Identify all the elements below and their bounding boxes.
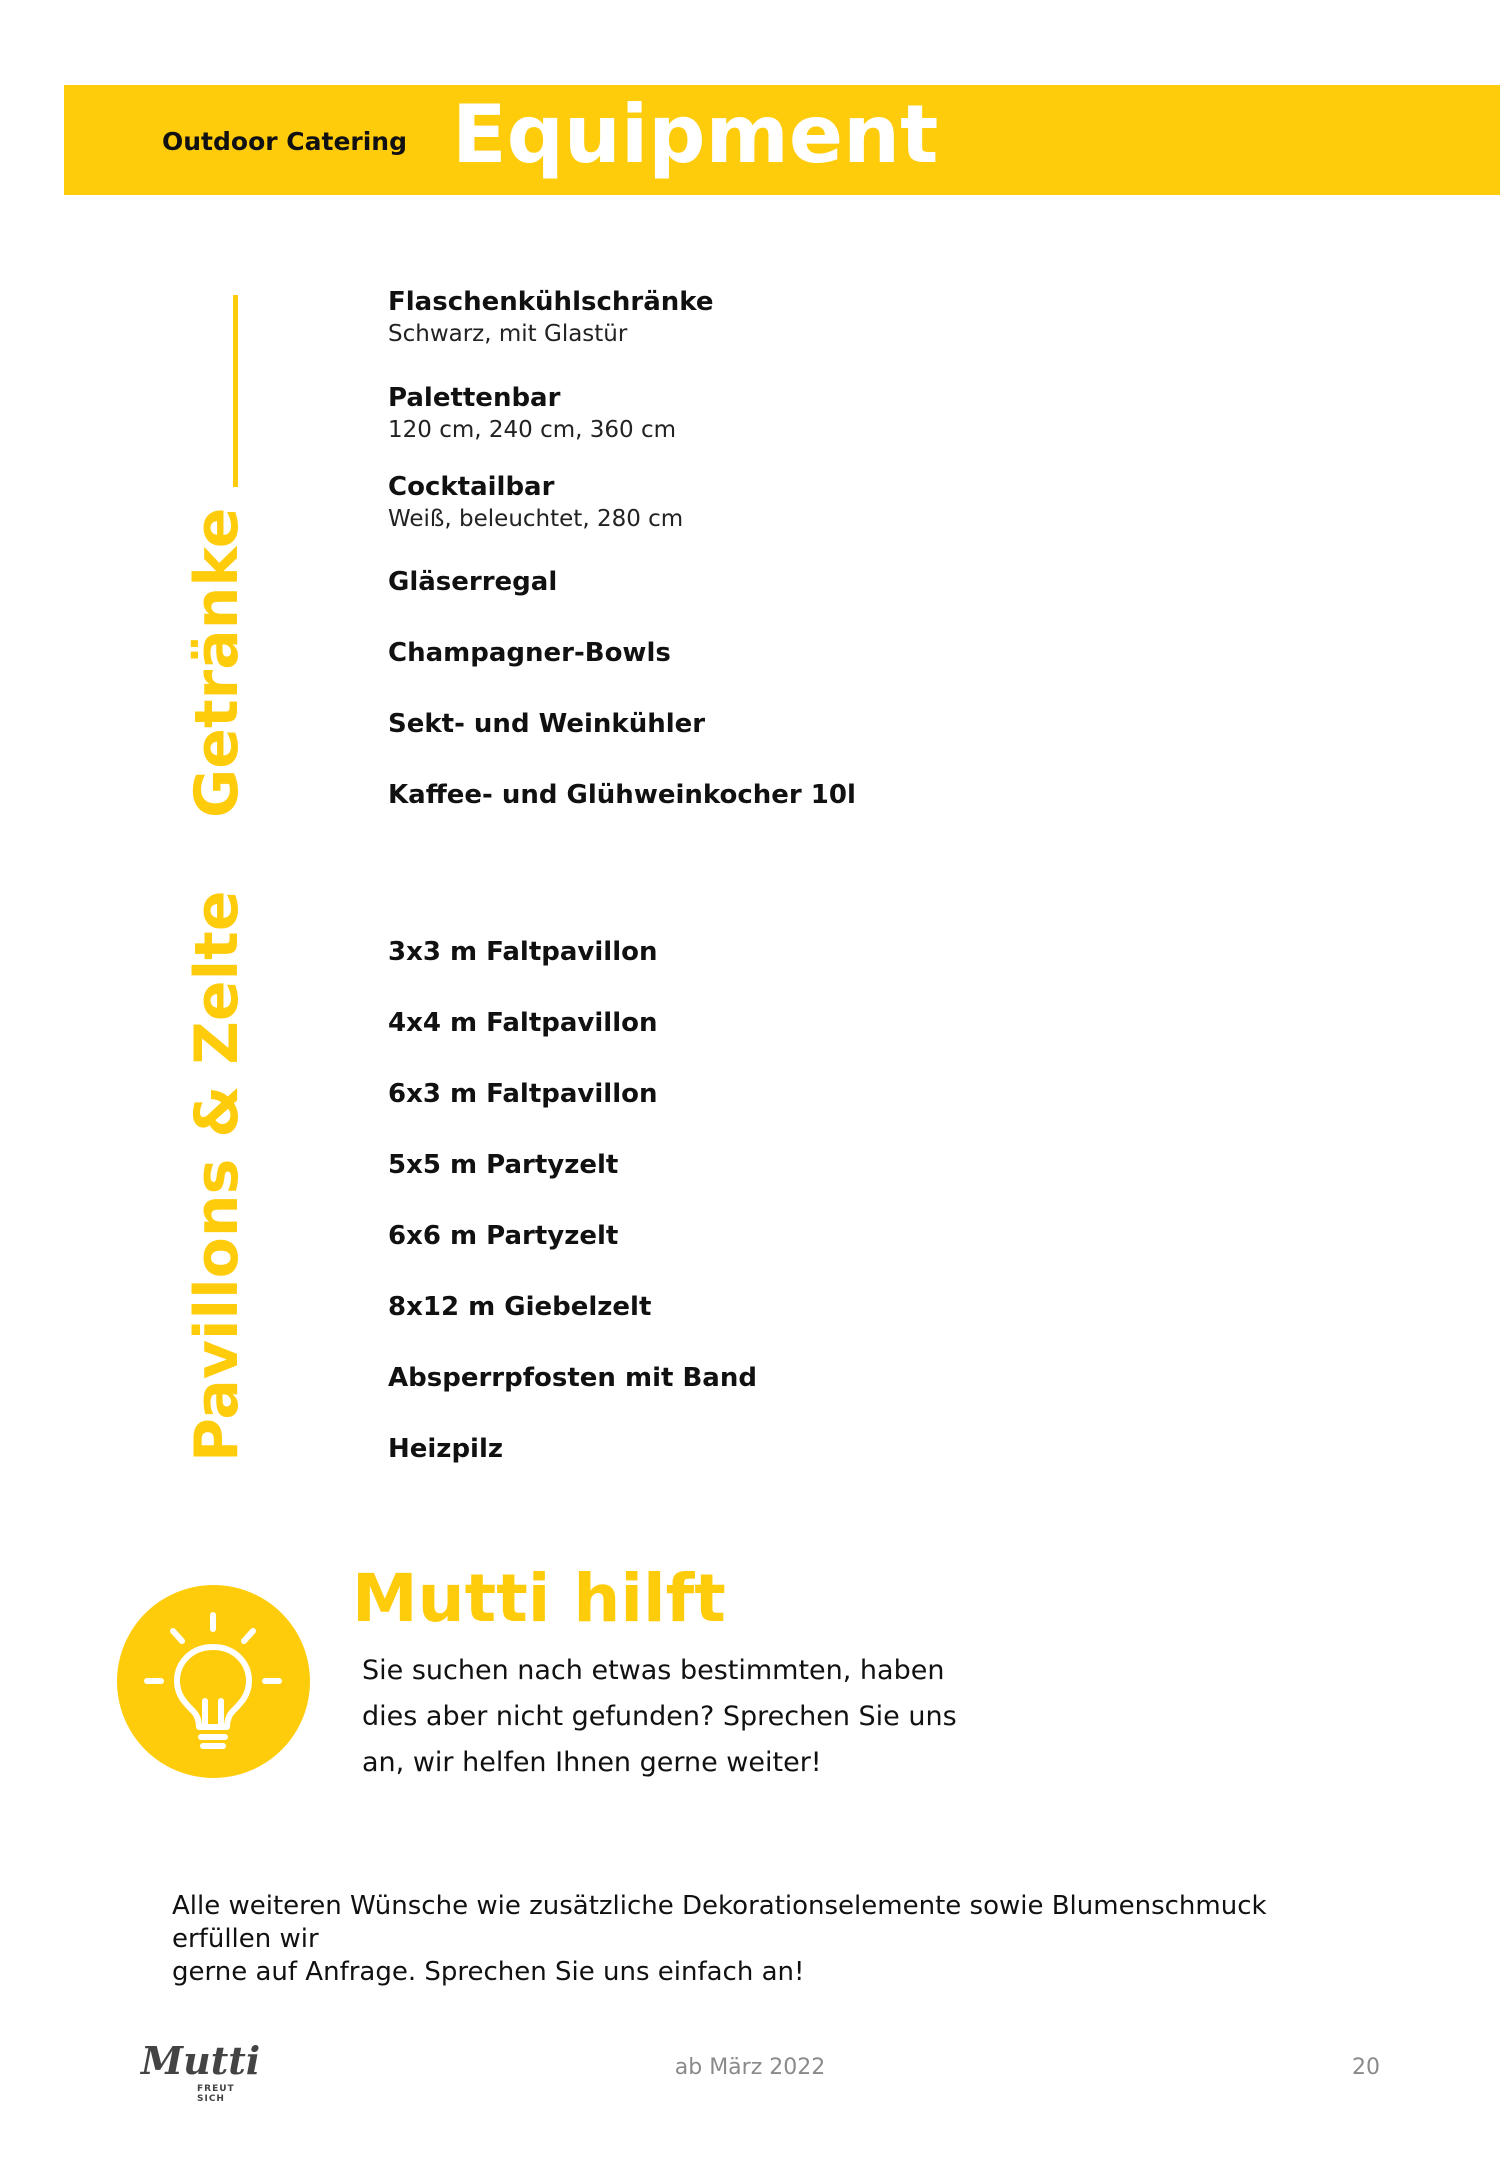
help-text	[362, 1648, 962, 1786]
help-text-line: dies aber nicht gefunden? Sprechen Sie uns	[362, 1701, 957, 1732]
closing-note-line: gerne auf Anfrage. Sprechen Sie uns einfach an!	[172, 1957, 805, 1987]
list-item	[388, 285, 713, 349]
closing-note	[172, 1890, 1372, 1989]
list-item	[388, 1148, 618, 1182]
list-item	[388, 778, 856, 812]
list-item	[388, 470, 683, 534]
item-name: Flaschenkühlschränke	[388, 287, 714, 317]
help-title: Mutti hilft	[352, 1560, 726, 1637]
item-name: Champagner-Bowls	[388, 638, 671, 668]
page-number: 20	[1352, 2055, 1380, 2080]
section-divider-line	[233, 295, 238, 487]
help-circle	[117, 1585, 310, 1778]
item-name: Sekt- und Weinkühler	[388, 709, 706, 739]
page-title: Equipment	[452, 88, 939, 181]
item-name: Kaffee- und Glühweinkocher 10l	[388, 780, 856, 810]
list-item	[388, 381, 676, 445]
closing-note-line: Alle weiteren Wünsche wie zusätzliche Dekorationselemente sowie Blumenschmuck erfüllen wir	[172, 1891, 1267, 1954]
item-description: 120 cm, 240 cm, 360 cm	[388, 417, 677, 443]
list-item	[388, 636, 671, 670]
help-text-line: Sie suchen nach etwas bestimmten, haben	[362, 1655, 945, 1686]
header-subtitle: Outdoor Catering	[162, 127, 407, 156]
list-item	[388, 1006, 657, 1040]
logo-tagline: FREUT SICH	[197, 2084, 235, 2104]
item-name: 6x6 m Partyzelt	[388, 1221, 619, 1251]
list-item	[388, 935, 657, 969]
list-item	[388, 1432, 503, 1466]
item-name: 6x3 m Faltpavillon	[388, 1079, 658, 1109]
list-item	[388, 565, 557, 599]
section-label-pavillons: Pavillons & Zelte	[182, 890, 252, 1462]
list-item	[388, 1361, 757, 1395]
list-item	[388, 707, 705, 741]
item-name: Heizpilz	[388, 1434, 504, 1464]
list-item	[388, 1219, 618, 1253]
item-description: Schwarz, mit Glastür	[388, 321, 628, 347]
item-name: Cocktailbar	[388, 472, 555, 502]
item-name: 3x3 m Faltpavillon	[388, 937, 658, 967]
footer-date: ab März 2022	[674, 2055, 826, 2080]
header-bar	[64, 85, 1500, 195]
item-name: 8x12 m Giebelzelt	[388, 1292, 652, 1322]
item-name: Absperrpfosten mit Band	[388, 1363, 757, 1393]
lightbulb-icon	[117, 1585, 310, 1778]
section-label-getraenke: Getränke	[182, 507, 252, 818]
list-item	[388, 1290, 651, 1324]
help-text-line: an, wir helfen Ihnen gerne weiter!	[362, 1747, 822, 1778]
item-description: Weiß, beleuchtet, 280 cm	[388, 506, 684, 532]
list-item	[388, 1077, 657, 1111]
item-name: Gläserregal	[388, 567, 558, 597]
item-name: Palettenbar	[388, 383, 561, 413]
item-name: 4x4 m Faltpavillon	[388, 1008, 658, 1038]
item-name: 5x5 m Partyzelt	[388, 1150, 619, 1180]
logo-wordmark: Mutti	[141, 2038, 261, 2083]
